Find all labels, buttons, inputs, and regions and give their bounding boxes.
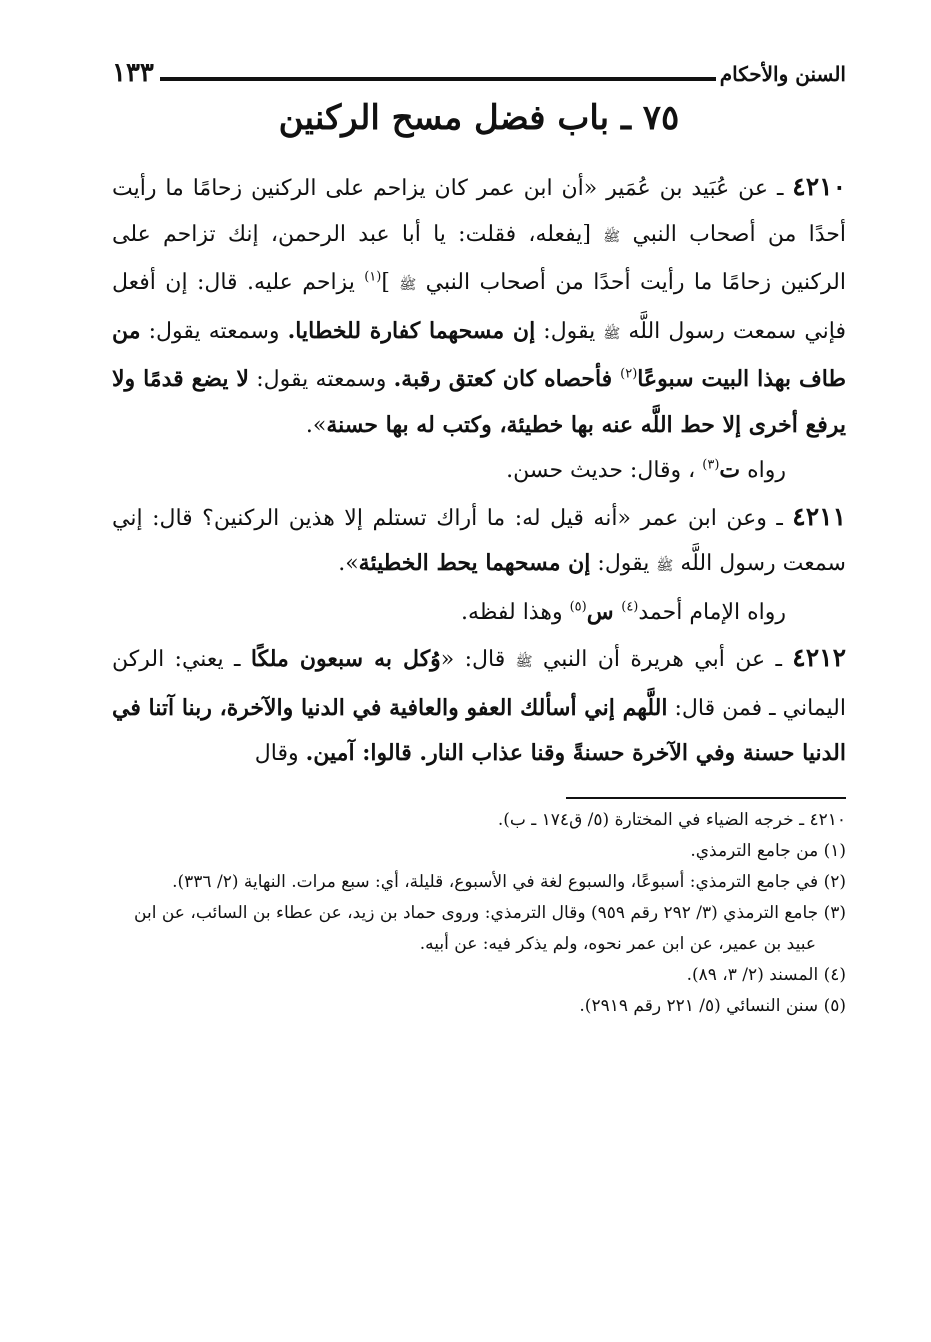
hadith-text: قال: «	[440, 647, 516, 672]
footnote: (٢) في جامع الترمذي: أسبوعًا، والسبوع لغة في الأسبوع، قليلة، أي: سبع مرات. النهاية (٢/ ٣٣٦).	[172, 871, 846, 892]
footnote: (١) من جامع الترمذي.	[690, 840, 846, 861]
riwaya-4210	[112, 448, 846, 494]
footnote-ref: (١)	[364, 269, 382, 285]
riwaya-text: وهذا لفظه.	[461, 599, 570, 625]
chapter-title: ٧٥ ـ باب فضل مسح الركنين	[278, 98, 680, 138]
hadith-4211	[112, 494, 846, 590]
footnote-ref: (٣)	[702, 457, 720, 473]
hadith-text: [يفعله، فقلت: يا أبا عبد الرحمن، إنك تزاحم على الركنين زحامًا ما رأيت أحدًا من أصحاب النبي	[112, 221, 846, 295]
page-number: ١٣٣	[112, 58, 154, 88]
running-title: السنن والأحكام	[719, 62, 846, 86]
hadith-number: ٤٢١١	[792, 501, 846, 531]
hadith-text: ».	[338, 551, 359, 576]
salawat-glyph: ﷺ	[603, 228, 621, 245]
hadith-text: وسمعته يقول:	[248, 367, 394, 392]
hadith-4212	[112, 635, 846, 777]
hadith-text: ».	[305, 412, 327, 438]
hadith-text: يقول:	[590, 551, 657, 576]
hadith-text: ـ عن عُبَيد بن عُمَير «أن ابن عمر كان يزاحم على الركنين زحامًا ما رأيت أحدًا من أصحاب النبي	[112, 176, 846, 247]
salawat-glyph: ﷺ	[399, 277, 417, 293]
prophetic-saying: وُكل به سبعون ملكًا	[250, 646, 441, 672]
prophetic-saying: من طاف بهذا البيت سبوعًا	[112, 317, 846, 392]
salawat-glyph: ﷺ	[656, 558, 674, 574]
hadith-text: يقول:	[535, 318, 604, 344]
footnote: (٤) المسند (٢/ ٣، ٨٩).	[686, 964, 846, 985]
riwaya-text: رواه الإمام أحمد	[638, 599, 786, 625]
footnote: (٣) جامع الترمذي (٣/ ٢٩٢ رقم ٩٥٩) وقال الترمذي: وروى حماد بن زيد، عن عطاء بن السائب، عن ابن عبيد بن عمير، عن ابن عمر نحوه، ولم يذكر فيه: عن أبيه.	[134, 902, 846, 954]
footnote: ٤٢١٠ ـ خرجه الضياء في المختارة (٥/ ق١٧٤ ـ ب).	[497, 809, 846, 830]
footnote-ref: (٢)	[620, 366, 638, 382]
hadith-4210	[112, 164, 846, 448]
footnote: (٥) سنن النسائي (٥/ ٢٢١ رقم ٢٩١٩).	[579, 995, 846, 1016]
page	[112, 58, 846, 1022]
hadith-text: ـ وعن ابن عمر «أنه قيل له: ما أراك تستلم إلا هذين الركنين؟ قال: إني سمعت رسول اللَّه	[112, 505, 846, 576]
riwaya-4211	[112, 590, 846, 636]
hadith-text: ـ يعني: الركن اليماني ـ فمن قال:	[112, 647, 846, 721]
footnotes	[112, 805, 846, 1022]
prophetic-saying: اللَّهم إني أسألك العفو والعافية في الدنيا والآخرة، ربنا آتنا في الدنيا حسنة وفي الآخرة حسنةً وقنا عذاب النار. قالوا: آمين.	[112, 694, 846, 766]
header-rule	[160, 77, 716, 81]
source-code: ت	[719, 457, 741, 483]
footnote-separator	[566, 797, 846, 799]
hadith-text: ]	[381, 270, 400, 295]
hadith-text: يزاحم عليه. قال: إن أفعل فإني سمعت رسول اللَّه	[112, 270, 846, 344]
prophetic-saying: فأحصاه كان كعتق رقبة.	[393, 366, 621, 392]
prophetic-saying: إن مسحهما يحط الخطيئة	[358, 550, 591, 576]
source-code: س	[586, 598, 622, 625]
hadith-text: ـ عن أبي هريرة أن النبي	[532, 647, 793, 672]
hadith-text: وقال	[254, 741, 306, 766]
hadith-text: وسمعته يقول:	[140, 318, 288, 344]
footnote-ref: (٤)	[621, 599, 639, 615]
salawat-glyph: ﷺ	[515, 654, 533, 670]
hadith-number: ٤٢١٠	[792, 172, 846, 201]
riwaya-text: رواه	[740, 458, 786, 483]
hadith-number: ٤٢١٢	[792, 643, 846, 672]
page-header	[112, 58, 846, 94]
prophetic-saying: إن مسحهما كفارة للخطايا.	[287, 317, 536, 344]
riwaya-text: ، وقال: حديث حسن.	[506, 458, 703, 483]
prophetic-saying: لا يضع قدمًا ولا يرفع أخرى إلا حط اللَّه عنه بها خطيئة، وكتب له بها حسنة	[112, 366, 846, 438]
footnote-ref: (٥)	[569, 599, 587, 615]
salawat-glyph: ﷺ	[603, 325, 621, 342]
main-text	[112, 164, 846, 777]
